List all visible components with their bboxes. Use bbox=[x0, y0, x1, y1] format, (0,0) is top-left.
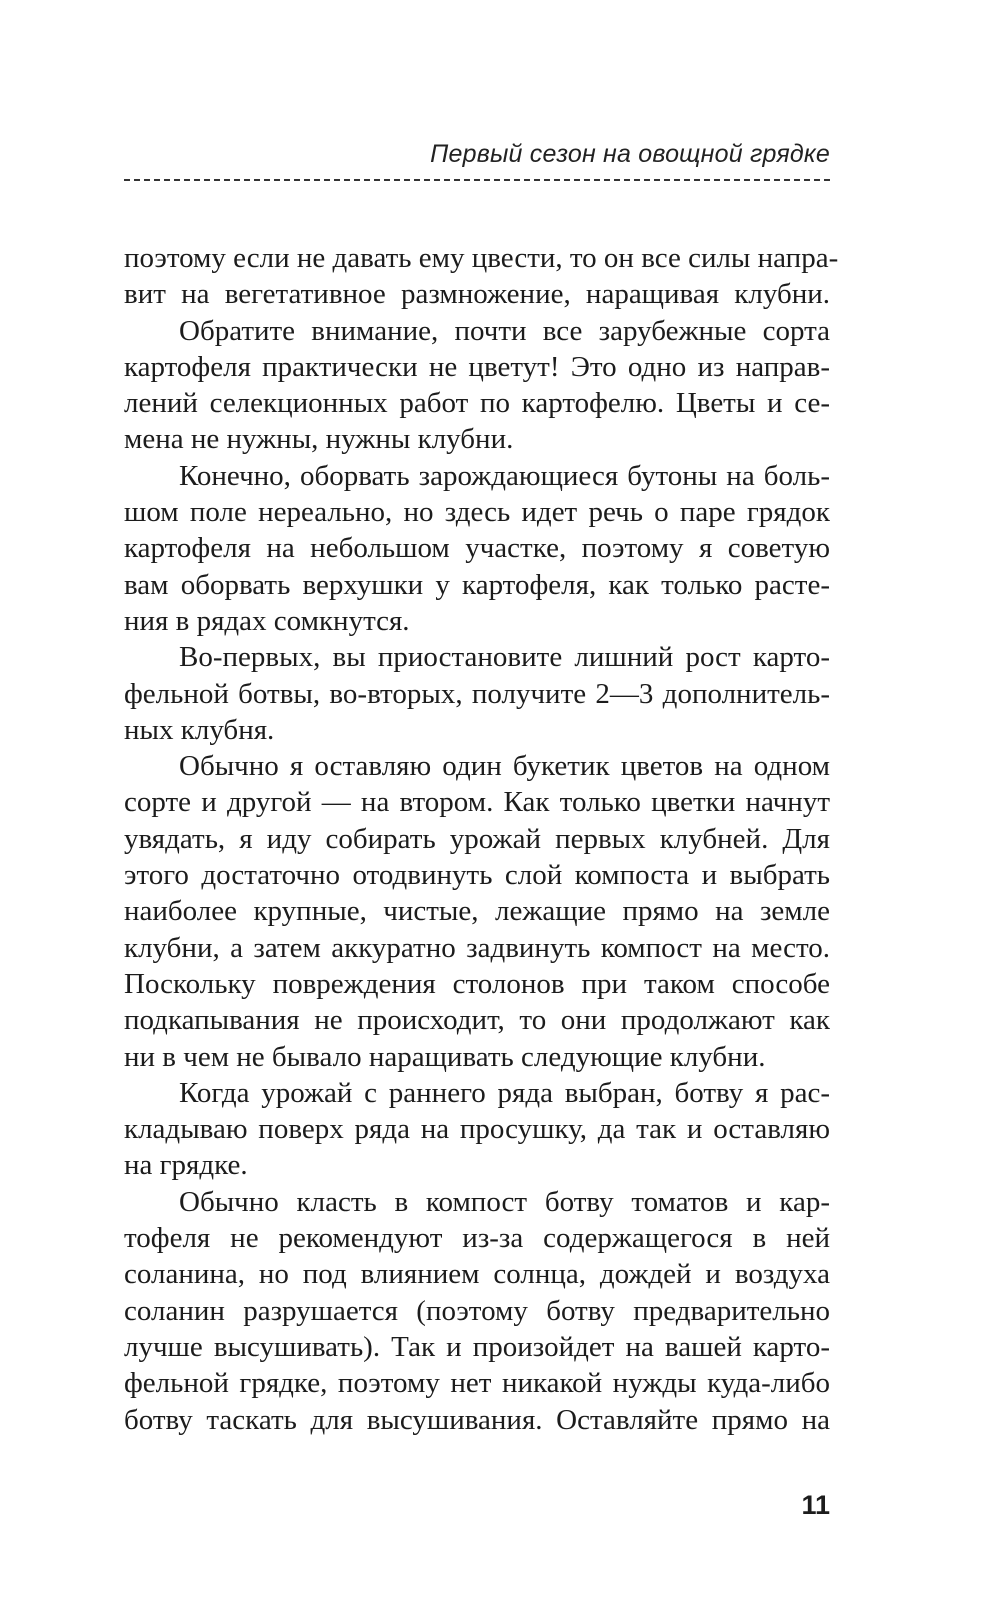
text-line: фельной грядке, поэтому нет никакой нужды куда-либо bbox=[124, 1367, 830, 1400]
text-line: этого достаточно отодвинуть слой компоста и выбрать bbox=[124, 859, 830, 892]
text-line: Обратите внимание, почти все зарубежные сорта bbox=[179, 314, 830, 347]
text-line: ния в рядах сомкнутся. bbox=[124, 604, 410, 637]
header-dashed-rule bbox=[124, 179, 830, 181]
text-line: Конечно, оборвать зарождающиеся бутоны на боль- bbox=[179, 459, 830, 492]
text-line: Во-первых, вы приостановите лишний рост карто- bbox=[179, 641, 830, 674]
text-line: соланина, но под влиянием солнца, дождей и воздуха bbox=[124, 1258, 830, 1291]
text-line: соланин разрушается (поэтому ботву предварительно bbox=[124, 1294, 830, 1327]
text-line: поэтому если не давать ему цвести, то он все силы напра- bbox=[124, 242, 839, 274]
text-line: подкапывания не происходит, то они продолжают как bbox=[124, 1004, 830, 1037]
text-line: ни в чем не бывало наращивать следующие клубни. bbox=[124, 1040, 766, 1073]
text-line: фельной ботвы, во-вторых, получите 2—3 дополнитель- bbox=[124, 677, 830, 710]
text-line: картофеля на небольшом участке, поэтому я советую bbox=[124, 532, 830, 565]
paragraph bbox=[124, 240, 839, 313]
text-line: шом поле нереально, но здесь идет речь о паре грядок bbox=[124, 496, 830, 529]
paragraph bbox=[124, 458, 830, 639]
paragraph bbox=[124, 1075, 830, 1184]
paragraph bbox=[124, 639, 830, 748]
paragraph bbox=[124, 1184, 830, 1438]
text-line: ботву таскать для высушивания. Оставляйте прямо на bbox=[124, 1403, 830, 1436]
page-number: 11 bbox=[801, 1490, 830, 1520]
text-line: сорте и другой — на втором. Как только цветки начнут bbox=[124, 786, 830, 819]
text-line: Когда урожай с раннего ряда выбран, ботву я рас- bbox=[179, 1076, 830, 1109]
body-text bbox=[124, 240, 839, 1438]
text-line: Поскольку повреждения столонов при таком способе bbox=[124, 967, 830, 1000]
text-line: увядать, я иду собирать урожай первых клубней. Для bbox=[124, 822, 830, 855]
text-line: кладываю поверх ряда на просушку, да так и оставляю bbox=[124, 1113, 830, 1146]
text-line: ных клубня. bbox=[124, 713, 275, 746]
text-line: Обычно класть в компост ботву томатов и кар- bbox=[179, 1185, 830, 1218]
text-line: картофеля практически не цветут! Это одно из направ- bbox=[124, 350, 830, 383]
text-line: наиболее крупные, чистые, лежащие прямо на земле bbox=[124, 895, 830, 928]
text-line: мена не нужны, нужны клубни. bbox=[124, 423, 514, 456]
paragraph bbox=[124, 748, 830, 1075]
text-line: на грядке. bbox=[124, 1149, 248, 1182]
text-line: вит на вегетативное размножение, наращивая клубни. bbox=[124, 278, 830, 311]
text-line: Обычно я оставляю один букетик цветов на одном bbox=[179, 750, 830, 783]
text-line: тофеля не рекомендуют из-за содержащегося в ней bbox=[124, 1222, 830, 1255]
text-line: лучше высушивать). Так и произойдет на вашей карто- bbox=[124, 1330, 830, 1363]
text-line: вам оборвать верхушки у картофеля, как только расте- bbox=[124, 568, 830, 601]
text-line: лений селекционных работ по картофелю. Цветы и се- bbox=[124, 387, 830, 420]
paragraph bbox=[124, 313, 830, 458]
running-header: Первый сезон на овощной грядке bbox=[430, 140, 830, 168]
text-line: клубни, а затем аккуратно задвинуть компост на место. bbox=[124, 931, 830, 964]
